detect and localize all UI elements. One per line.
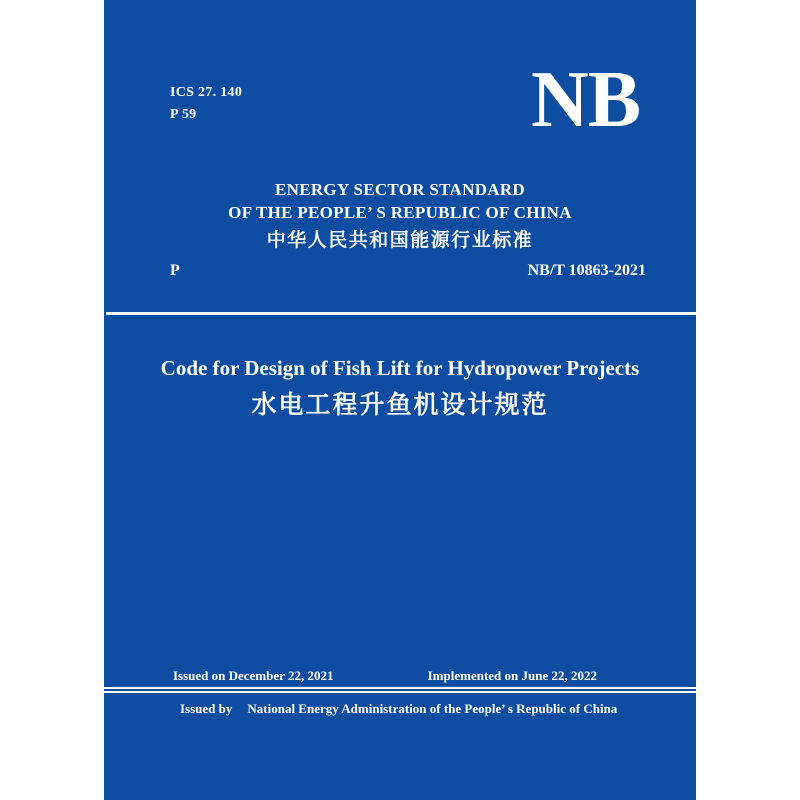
title-en: Code for Design of Fish Lift for Hydropower Projects	[160, 356, 640, 380]
header-divider-line	[106, 312, 696, 315]
implemented-date: Implemented on June 22, 2022	[427, 668, 597, 683]
standard-cover-page	[104, 0, 696, 800]
issuing-body-header	[104, 178, 696, 254]
footer-divider-bottom-line	[104, 691, 696, 693]
standard-org-en-line2: OF THE PEOPLE’ S REPUBLIC OF CHINA	[228, 203, 572, 222]
standard-number-row	[170, 262, 646, 280]
standard-org-en-line1: ENERGY SECTOR STANDARD	[275, 180, 525, 199]
standard-org-zh: 中华人民共和国能源行业标准	[266, 230, 534, 251]
ics-classification-block	[170, 82, 242, 126]
issued-by-row	[180, 701, 617, 717]
issued-date: Issued on December 22, 2021	[173, 668, 334, 683]
doc-class-code: P 59	[170, 107, 197, 122]
class-letter: P	[170, 262, 180, 279]
title-zh: 水电工程升鱼机设计规范	[251, 392, 549, 419]
ics-code: ICS 27. 140	[170, 85, 243, 100]
standard-number: NB/T 10863-2021	[527, 262, 646, 279]
issued-by-label: Issued by	[180, 701, 233, 716]
dates-row	[173, 668, 597, 684]
document-title-block	[104, 355, 696, 422]
footer-divider-top-line	[104, 687, 696, 689]
issued-by-value: National Energy Administration of the People’ s Republic of China	[247, 701, 618, 716]
footer-double-divider	[104, 687, 696, 693]
nb-logo: NB	[531, 56, 641, 144]
